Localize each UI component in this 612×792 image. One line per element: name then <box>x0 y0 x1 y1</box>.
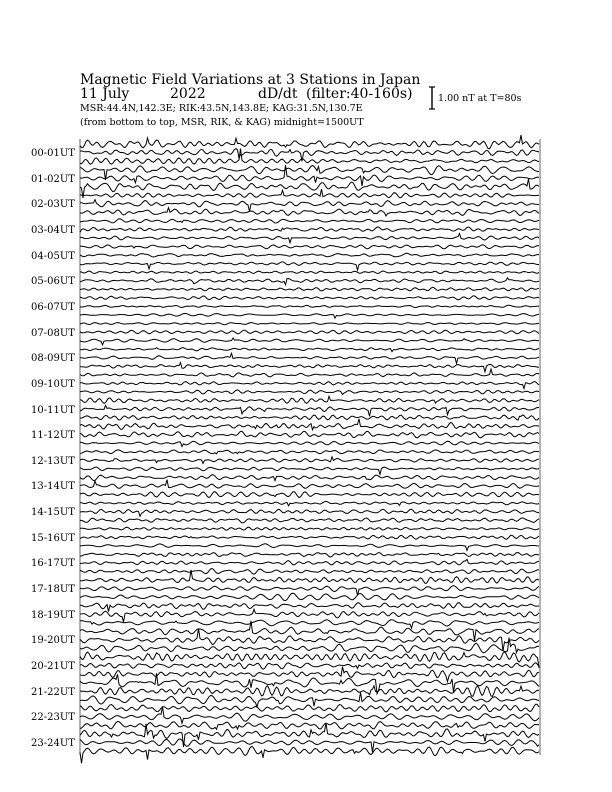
station-trace <box>80 353 539 363</box>
station-trace <box>80 271 539 274</box>
station-trace <box>80 704 539 712</box>
station-trace <box>80 245 539 249</box>
station-trace <box>80 450 539 454</box>
station-trace <box>80 382 539 389</box>
hour-label: 07-08UT <box>31 327 75 339</box>
station-trace <box>80 189 539 198</box>
hour-label: 17-18UT <box>31 584 75 596</box>
station-trace <box>80 208 539 216</box>
station-trace <box>80 287 539 291</box>
station-trace <box>80 135 539 149</box>
station-trace <box>80 415 539 420</box>
station-trace <box>80 369 539 377</box>
station-trace <box>80 457 539 464</box>
hour-label: 11-12UT <box>31 430 75 442</box>
station-trace <box>80 480 539 489</box>
hour-label: 03-04UT <box>31 224 75 236</box>
station-trace <box>80 405 539 416</box>
station-trace <box>80 535 539 539</box>
station-trace <box>80 667 539 682</box>
station-trace <box>80 518 539 523</box>
hour-label: 05-06UT <box>31 276 75 288</box>
filter-label: (filter:40-160s) <box>306 86 413 102</box>
hour-label: 06-07UT <box>31 301 75 313</box>
station-coords: MSR:44.4N,142.3E; RIK:43.5N,143.8E; KAG:31.5N,130.7E <box>80 103 363 114</box>
station-trace <box>80 149 539 165</box>
hour-label: 04-05UT <box>31 250 75 262</box>
station-trace <box>80 253 539 257</box>
station-trace <box>80 278 539 285</box>
station-trace <box>80 227 539 232</box>
hour-label: 22-23UT <box>31 712 75 724</box>
date-year: 2022 <box>170 86 206 102</box>
station-trace <box>80 441 539 446</box>
hour-label: 12-13UT <box>31 455 75 467</box>
station-trace <box>80 305 539 307</box>
hour-label: 09-10UT <box>31 378 75 390</box>
station-trace <box>80 431 539 438</box>
scale-label: 1.00 nT at T=80s <box>438 93 522 104</box>
station-trace <box>80 620 539 629</box>
station-trace <box>80 609 539 622</box>
station-trace <box>80 323 539 325</box>
station-trace <box>80 673 539 694</box>
hour-label: 02-03UT <box>31 199 75 211</box>
station-trace <box>80 338 539 345</box>
chart-title: Magnetic Field Variations at 3 Stations in Japan <box>80 72 421 88</box>
hour-label: 15-16UT <box>31 532 75 544</box>
hour-label: 01-02UT <box>31 173 75 185</box>
hour-label: 21-22UT <box>31 686 75 698</box>
hour-label: 08-09UT <box>31 353 75 365</box>
station-trace <box>80 552 539 557</box>
station-trace <box>80 544 539 551</box>
station-trace <box>80 722 539 730</box>
station-trace <box>80 501 539 505</box>
station-trace <box>80 527 539 530</box>
date-day: 11 July <box>80 86 130 102</box>
hour-label: 20-21UT <box>31 661 75 672</box>
hour-label: 19-20UT <box>31 635 75 647</box>
station-trace <box>80 559 539 565</box>
station-trace <box>80 296 539 300</box>
hour-label: 13-14UT <box>31 481 75 493</box>
station-trace <box>80 390 539 395</box>
station-trace <box>80 166 539 180</box>
station-trace <box>80 348 539 352</box>
station-trace <box>80 179 539 198</box>
station-trace <box>80 330 539 334</box>
station-trace <box>80 419 539 430</box>
station-trace <box>80 692 539 707</box>
station-trace <box>80 492 539 498</box>
hour-label: 18-19UT <box>31 609 75 621</box>
station-trace <box>80 396 539 403</box>
station-trace <box>80 603 539 612</box>
station-trace <box>80 747 539 764</box>
station-trace <box>80 313 539 318</box>
component-label: dD/dt <box>258 86 298 102</box>
station-order-note: (from bottom to top, MSR, RIK, & KAG) midnight=1500UT <box>80 117 364 128</box>
station-trace <box>80 663 539 669</box>
station-trace <box>80 262 539 270</box>
hour-label: 23-24UT <box>31 737 75 749</box>
station-trace <box>80 467 539 474</box>
hour-label: 10-11UT <box>31 404 75 416</box>
station-trace <box>80 234 539 243</box>
station-trace <box>80 593 539 601</box>
station-trace <box>80 652 539 668</box>
station-trace <box>80 586 539 596</box>
station-trace <box>80 569 539 575</box>
hour-label: 16-17UT <box>31 558 75 570</box>
station-trace <box>80 475 539 481</box>
station-trace <box>80 363 539 372</box>
station-trace <box>80 686 539 697</box>
station-trace <box>80 570 539 584</box>
station-trace <box>80 509 539 516</box>
station-trace <box>80 219 539 223</box>
hour-label: 00-01UT <box>31 148 75 159</box>
hour-label: 14-15UT <box>31 507 75 519</box>
